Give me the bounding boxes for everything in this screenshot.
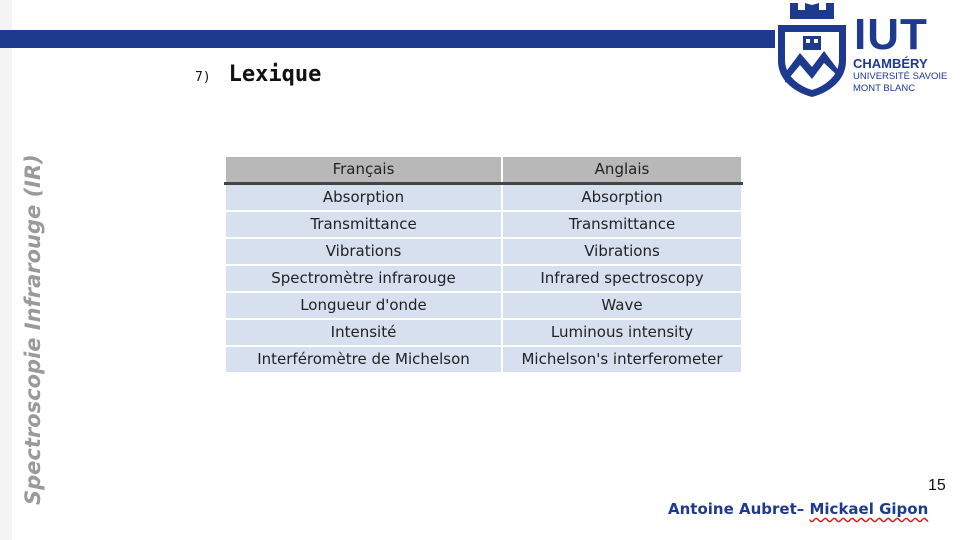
author-name-2: Mickael Gipon <box>809 500 929 518</box>
table-row <box>225 319 742 346</box>
table-row <box>225 211 742 238</box>
top-header-band <box>0 30 775 48</box>
french-term: Interféromètre de Michelson <box>225 346 502 373</box>
table-row <box>225 292 742 319</box>
english-term: Absorption <box>502 184 742 212</box>
slide-title: Lexique <box>228 62 322 87</box>
table-row <box>225 265 742 292</box>
french-term: Transmittance <box>225 211 502 238</box>
english-term: Wave <box>502 292 742 319</box>
table-row <box>225 238 742 265</box>
author-separator: – <box>796 500 810 518</box>
french-term: Spectromètre infrarouge <box>225 265 502 292</box>
english-term: Michelson's interferometer <box>502 346 742 373</box>
english-term: Luminous intensity <box>502 319 742 346</box>
french-term: Intensité <box>225 319 502 346</box>
table-row <box>225 346 742 373</box>
french-term: Longueur d'onde <box>225 292 502 319</box>
section-number: 7) <box>195 70 211 85</box>
page-number: 15 <box>928 477 946 494</box>
left-margin-bar <box>0 0 12 540</box>
slide-heading <box>195 62 321 94</box>
logo-text-mont-blanc: MONT BLANC <box>853 83 916 94</box>
column-header-english: Anglais <box>502 157 742 184</box>
logo-text-chambery: CHAMBÉRY <box>853 56 928 71</box>
table-header-row <box>225 157 742 184</box>
table-row <box>225 184 742 212</box>
column-header-french: Français <box>225 157 502 184</box>
english-term: Infrared spectroscopy <box>502 265 742 292</box>
vertical-course-title: Spectroscopie Infrarouge (IR) <box>21 154 45 505</box>
footer-authors <box>668 500 928 518</box>
french-term: Absorption <box>225 184 502 212</box>
logo-text-iut: IUT <box>854 10 928 59</box>
french-term: Vibrations <box>225 238 502 265</box>
english-term: Vibrations <box>502 238 742 265</box>
english-term: Transmittance <box>502 211 742 238</box>
logo-text-universite: UNIVERSITÉ SAVOIE <box>853 71 948 82</box>
vocabulary-table <box>224 157 743 374</box>
author-name-1: Antoine Aubret <box>668 500 797 518</box>
iut-chambery-logo <box>776 3 956 98</box>
university-crest-icon <box>776 3 848 98</box>
